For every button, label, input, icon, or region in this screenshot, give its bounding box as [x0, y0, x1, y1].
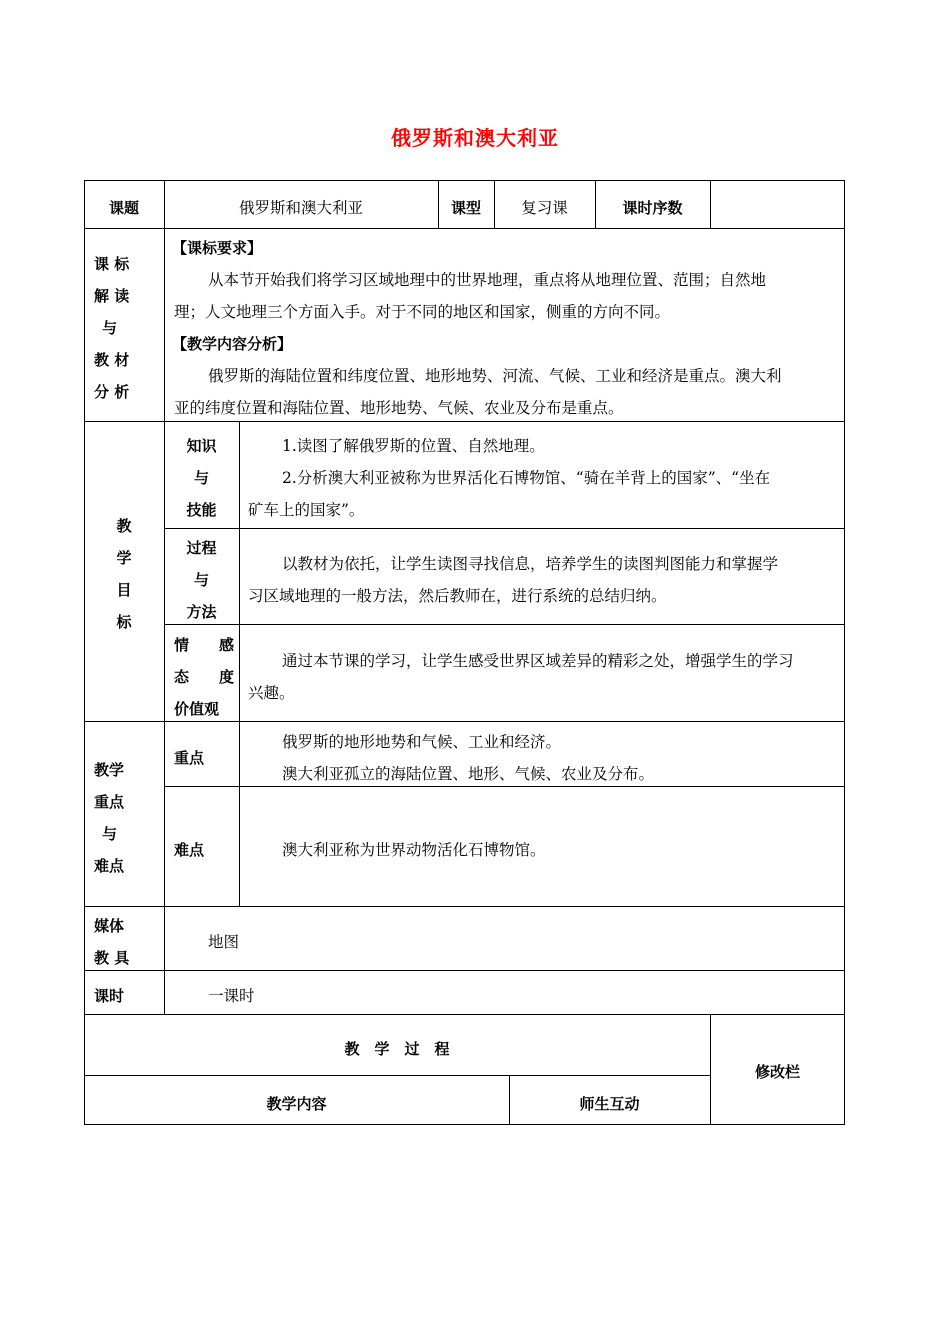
type-value: 复习课: [521, 199, 568, 217]
media-label-2: 教 具: [94, 949, 130, 967]
knowledge-line-3: 矿车上的国家”。: [248, 501, 365, 519]
keypoints-label-3: 与: [102, 825, 118, 843]
process-label-1: 过程: [186, 539, 217, 557]
hours-value: 一课时: [208, 987, 255, 1005]
process-label-2: 与: [193, 571, 209, 589]
content-analysis-heading: 【教学内容分析】: [172, 335, 293, 353]
process-line-2: 习区域地理的一般方法，然后教师在，进行系统的总结归纳。: [248, 587, 667, 605]
analysis-label-2: 解 读: [94, 287, 130, 305]
analysis-label-5: 分 析: [94, 383, 130, 401]
content-column-header: 教学内容: [266, 1095, 327, 1113]
analysis-label-1: 课 标: [94, 255, 130, 273]
media-label-1: 媒体: [94, 917, 125, 935]
process-line-1: 以教材为依托，让学生读图寻找信息，培养学生的读图判图能力和掌握学: [282, 555, 779, 573]
topic-value: 俄罗斯和澳大利亚: [238, 199, 363, 217]
document-title: 俄罗斯和澳大利亚: [391, 126, 559, 150]
analysis-label-3: 与: [102, 319, 118, 337]
emotion-line-2: 兴趣。: [248, 684, 295, 702]
media-value: 地图: [208, 933, 240, 951]
hours-label: 课时: [94, 987, 125, 1005]
process-label-3: 方法: [186, 603, 217, 621]
objectives-label-2: 学: [116, 549, 132, 567]
emotion-label-2: 态 度: [174, 668, 235, 686]
requirement-line-2: 理；人文地理三个方面入手。对于不同的地区和国家，侧重的方向不同。: [174, 303, 671, 321]
lesson-plan-table: [84, 180, 845, 1125]
knowledge-label-2: 与: [193, 469, 209, 487]
requirement-heading: 【课标要求】: [172, 239, 263, 257]
keypoints-label-1: 教学: [94, 761, 125, 779]
period-label: 课时序数: [622, 199, 683, 217]
key-point-label: 重点: [174, 749, 205, 767]
keypoints-label-4: 难点: [94, 857, 125, 875]
key-point-line-1: 俄罗斯的地形地势和气候、工业和经济。: [282, 733, 562, 751]
type-label: 课型: [450, 199, 481, 217]
content-analysis-line-1: 俄罗斯的海陆位置和纬度位置、地形地势、河流、气候、工业和经济是重点。澳大利: [208, 367, 782, 385]
emotion-line-1: 通过本节课的学习，让学生感受世界区域差异的精彩之处，增强学生的学习: [282, 652, 794, 670]
difficulty-line-1: 澳大利亚称为世界动物活化石博物馆。: [282, 841, 546, 859]
topic-label: 课题: [108, 199, 139, 217]
difficulty-label: 难点: [174, 841, 205, 859]
revision-column-header: 修改栏: [754, 1063, 800, 1081]
knowledge-label-1: 知识: [186, 437, 217, 455]
analysis-label-4: 教 材: [94, 351, 130, 369]
objectives-label-4: 标: [116, 613, 132, 631]
requirement-line-1: 从本节开始我们将学习区域地理中的世界地理，重点将从地理位置、范围；自然地: [208, 271, 767, 289]
objectives-label-3: 目: [116, 581, 132, 599]
knowledge-label-3: 技能: [186, 501, 217, 519]
process-heading: 教 学 过 程: [344, 1040, 450, 1058]
knowledge-line-1: 1.读图了解俄罗斯的位置、自然地理。: [282, 437, 545, 455]
objectives-label-1: 教: [116, 517, 132, 535]
content-analysis-line-2: 亚的纬度位置和海陆位置、地形地势、气候、农业及分布是重点。: [174, 399, 624, 417]
emotion-label-3: 价值观: [174, 700, 220, 718]
keypoints-label-2: 重点: [94, 793, 125, 811]
interaction-column-header: 师生互动: [579, 1095, 640, 1113]
key-point-line-2: 澳大利亚孤立的海陆位置、地形、气候、农业及分布。: [282, 765, 655, 783]
emotion-label-1: 情 感: [174, 636, 235, 654]
knowledge-line-2: 2.分析澳大利亚被称为世界活化石博物馆、“骑在羊背上的国家”、“坐在: [282, 469, 771, 487]
